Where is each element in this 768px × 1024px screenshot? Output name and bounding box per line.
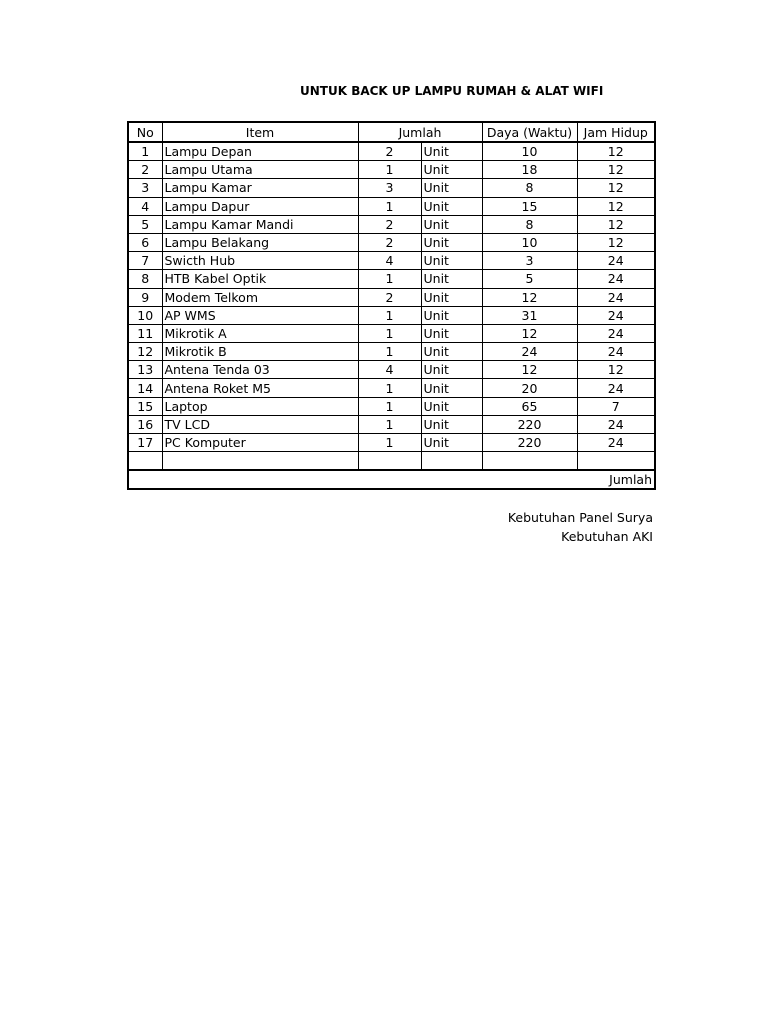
- table-header-row: [128, 122, 655, 142]
- cell-jam-hidup: 24: [577, 288, 655, 306]
- cell-daya: 8: [482, 215, 577, 233]
- cell-jam-hidup: 24: [577, 379, 655, 397]
- cell-item: Lampu Depan: [162, 142, 358, 161]
- cell-item: Lampu Kamar Mandi: [162, 215, 358, 233]
- cell-item: Antena Roket M5: [162, 379, 358, 397]
- cell-qty: 1: [358, 434, 421, 452]
- cell-item: PC Komputer: [162, 434, 358, 452]
- cell-qty: 1: [358, 197, 421, 215]
- cell-qty: 1: [358, 343, 421, 361]
- items-table: [127, 121, 656, 490]
- cell-qty: 1: [358, 415, 421, 433]
- cell-no: 1: [128, 142, 162, 161]
- table-row: [128, 197, 655, 215]
- cell-qty: 1: [358, 397, 421, 415]
- header-item: Item: [162, 122, 358, 142]
- cell-daya: 5: [482, 270, 577, 288]
- cell-unit: Unit: [421, 215, 482, 233]
- table-row: [128, 379, 655, 397]
- cell-unit: Unit: [421, 288, 482, 306]
- table-body: [128, 142, 655, 489]
- cell-item: Antena Tenda 03: [162, 361, 358, 379]
- cell-item: Modem Telkom: [162, 288, 358, 306]
- table-row: [128, 324, 655, 342]
- table-row: [128, 306, 655, 324]
- cell-jam-hidup: 12: [577, 215, 655, 233]
- cell-unit: Unit: [421, 324, 482, 342]
- page-title: UNTUK BACK UP LAMPU RUMAH & ALAT WIFI: [300, 84, 604, 98]
- cell-qty: 2: [358, 215, 421, 233]
- cell-unit: Unit: [421, 142, 482, 161]
- cell-item: Laptop: [162, 397, 358, 415]
- cell-jam-hidup: 12: [577, 361, 655, 379]
- cell-daya: 10: [482, 233, 577, 251]
- cell-qty: 2: [358, 142, 421, 161]
- blank-cell: [577, 452, 655, 471]
- cell-item: Lampu Dapur: [162, 197, 358, 215]
- cell-no: 11: [128, 324, 162, 342]
- table-row: [128, 215, 655, 233]
- cell-no: 5: [128, 215, 162, 233]
- table-row: [128, 233, 655, 251]
- cell-item: TV LCD: [162, 415, 358, 433]
- table-row: [128, 252, 655, 270]
- cell-unit: Unit: [421, 252, 482, 270]
- cell-jam-hidup: 24: [577, 415, 655, 433]
- cell-daya: 12: [482, 361, 577, 379]
- header-jam-hidup: Jam Hidup: [577, 122, 655, 142]
- cell-item: Mikrotik A: [162, 324, 358, 342]
- cell-daya: 31: [482, 306, 577, 324]
- cell-unit: Unit: [421, 270, 482, 288]
- cell-unit: Unit: [421, 379, 482, 397]
- cell-no: 17: [128, 434, 162, 452]
- cell-qty: 4: [358, 361, 421, 379]
- cell-daya: 24: [482, 343, 577, 361]
- cell-daya: 12: [482, 324, 577, 342]
- cell-item: Mikrotik B: [162, 343, 358, 361]
- cell-daya: 10: [482, 142, 577, 161]
- cell-daya: 12: [482, 288, 577, 306]
- cell-jam-hidup: 12: [577, 197, 655, 215]
- header-no: No: [128, 122, 162, 142]
- total-row: [128, 470, 655, 489]
- cell-jam-hidup: 12: [577, 142, 655, 161]
- cell-qty: 2: [358, 288, 421, 306]
- blank-cell: [358, 452, 421, 471]
- cell-no: 2: [128, 161, 162, 179]
- cell-jam-hidup: 24: [577, 324, 655, 342]
- table-row: [128, 397, 655, 415]
- cell-jam-hidup: 12: [577, 233, 655, 251]
- table-row: [128, 161, 655, 179]
- cell-item: Swicth Hub: [162, 252, 358, 270]
- cell-unit: Unit: [421, 306, 482, 324]
- blank-cell: [421, 452, 482, 471]
- table-row: [128, 415, 655, 433]
- cell-daya: 8: [482, 179, 577, 197]
- table-row: [128, 361, 655, 379]
- table-row: [128, 142, 655, 161]
- cell-no: 6: [128, 233, 162, 251]
- cell-no: 7: [128, 252, 162, 270]
- cell-jam-hidup: 7: [577, 397, 655, 415]
- table-row: [128, 288, 655, 306]
- cell-daya: 220: [482, 415, 577, 433]
- cell-no: 9: [128, 288, 162, 306]
- cell-unit: Unit: [421, 397, 482, 415]
- cell-qty: 4: [358, 252, 421, 270]
- blank-cell: [162, 452, 358, 471]
- table-row: [128, 343, 655, 361]
- cell-no: 15: [128, 397, 162, 415]
- cell-unit: Unit: [421, 415, 482, 433]
- cell-jam-hidup: 24: [577, 306, 655, 324]
- cell-unit: Unit: [421, 197, 482, 215]
- blank-cell: [128, 452, 162, 471]
- cell-jam-hidup: 12: [577, 179, 655, 197]
- cell-unit: Unit: [421, 161, 482, 179]
- cell-no: 16: [128, 415, 162, 433]
- cell-qty: 3: [358, 179, 421, 197]
- cell-qty: 1: [358, 270, 421, 288]
- cell-unit: Unit: [421, 434, 482, 452]
- cell-no: 13: [128, 361, 162, 379]
- cell-qty: 1: [358, 379, 421, 397]
- blank-row: [128, 452, 655, 471]
- cell-unit: Unit: [421, 233, 482, 251]
- cell-no: 3: [128, 179, 162, 197]
- cell-unit: Unit: [421, 361, 482, 379]
- cell-no: 14: [128, 379, 162, 397]
- cell-qty: 1: [358, 324, 421, 342]
- cell-qty: 1: [358, 161, 421, 179]
- cell-item: HTB Kabel Optik: [162, 270, 358, 288]
- header-jumlah: Jumlah: [358, 122, 482, 142]
- table-row: [128, 270, 655, 288]
- total-label: Jumlah: [128, 470, 655, 489]
- cell-item: Lampu Utama: [162, 161, 358, 179]
- cell-unit: Unit: [421, 179, 482, 197]
- cell-unit: Unit: [421, 343, 482, 361]
- notes-block: [450, 509, 653, 546]
- cell-item: Lampu Kamar: [162, 179, 358, 197]
- header-daya: Daya (Waktu): [482, 122, 577, 142]
- cell-daya: 220: [482, 434, 577, 452]
- cell-jam-hidup: 24: [577, 252, 655, 270]
- cell-daya: 65: [482, 397, 577, 415]
- table-row: [128, 434, 655, 452]
- blank-cell: [482, 452, 577, 471]
- cell-no: 4: [128, 197, 162, 215]
- note-aki: Kebutuhan AKI: [561, 528, 653, 544]
- cell-daya: 3: [482, 252, 577, 270]
- cell-daya: 18: [482, 161, 577, 179]
- cell-jam-hidup: 24: [577, 343, 655, 361]
- cell-no: 8: [128, 270, 162, 288]
- cell-daya: 20: [482, 379, 577, 397]
- cell-item: Lampu Belakang: [162, 233, 358, 251]
- cell-jam-hidup: 24: [577, 270, 655, 288]
- cell-no: 10: [128, 306, 162, 324]
- cell-no: 12: [128, 343, 162, 361]
- cell-item: AP WMS: [162, 306, 358, 324]
- note-panel-surya: Kebutuhan Panel Surya: [507, 510, 653, 525]
- table-row: [128, 179, 655, 197]
- cell-jam-hidup: 12: [577, 161, 655, 179]
- cell-jam-hidup: 24: [577, 434, 655, 452]
- cell-qty: 1: [358, 306, 421, 324]
- cell-qty: 2: [358, 233, 421, 251]
- cell-daya: 15: [482, 197, 577, 215]
